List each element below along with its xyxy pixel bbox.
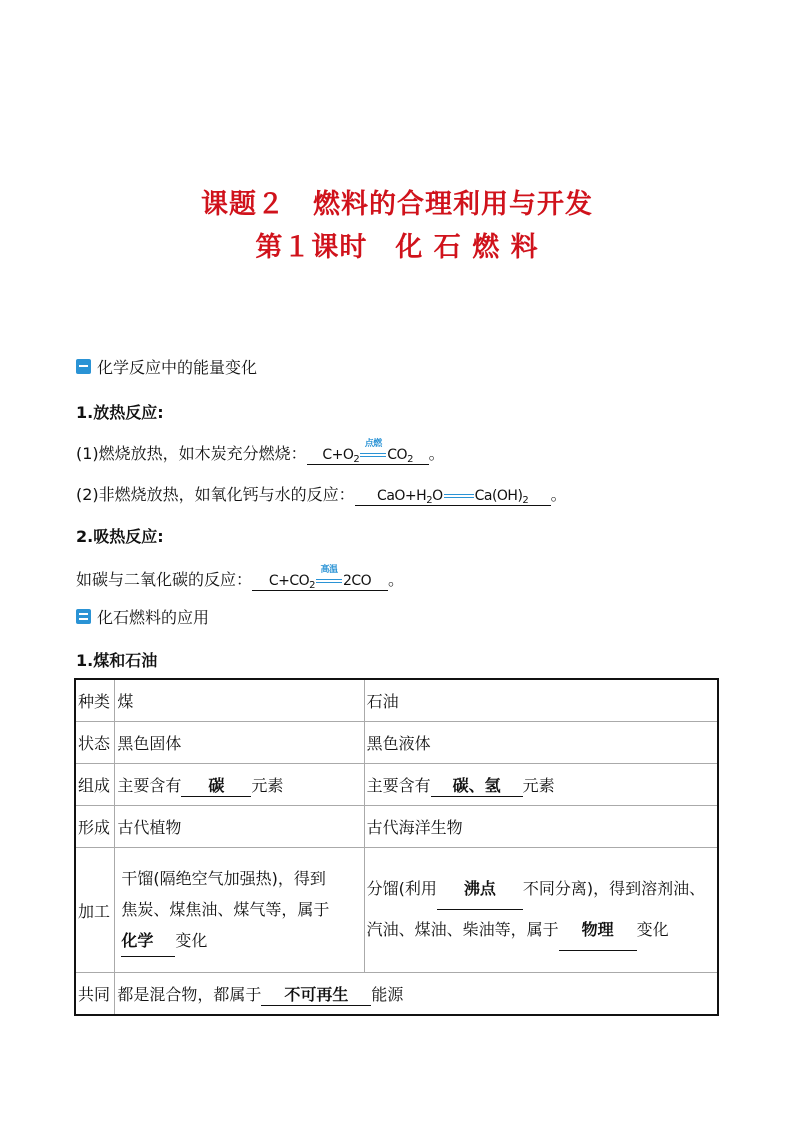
item-c-co2-text: 如碳与二氧化碳的反应： xyxy=(76,570,253,589)
section-one-title: 化学反应中的能量变化 xyxy=(97,358,258,377)
table-row xyxy=(75,722,718,764)
lesson-subtitle: 第１课时 化 石 燃 料 xyxy=(255,232,539,263)
answer-blank: 化学 xyxy=(121,925,175,957)
table-row xyxy=(75,848,718,973)
table-row xyxy=(75,764,718,806)
reaction-condition-arrow: 点燃 xyxy=(360,449,386,461)
answer-blank: 碳、氢 xyxy=(431,773,523,797)
coal-cell: 黑色固体 xyxy=(115,722,364,764)
common-cell: 都是混合物，都属于 不可再生 能源 xyxy=(115,973,718,1016)
reaction-condition-arrow: 高温 xyxy=(316,575,342,587)
row-label: 加工 xyxy=(75,848,115,973)
coal-cell: 主要含有 碳 元素 xyxy=(115,764,364,806)
row-label: 形成 xyxy=(75,806,115,848)
table-row xyxy=(75,973,718,1016)
table-row xyxy=(75,679,718,722)
oil-cell: 主要含有 碳、氢 元素 xyxy=(364,764,718,806)
row-label: 状态 xyxy=(75,722,115,764)
section-two-icon xyxy=(76,609,91,624)
oil-cell: 古代海洋生物 xyxy=(364,806,718,848)
lesson-title: 课题２ 燃料的合理利用与开发 xyxy=(201,189,593,220)
exothermic-heading: 1.放热反应: xyxy=(76,403,164,422)
coal-oil-table xyxy=(74,678,719,1016)
coal-cell: 古代植物 xyxy=(115,806,364,848)
endothermic-heading: 2.吸热反应: xyxy=(76,527,164,546)
section-one-heading xyxy=(76,355,257,378)
answer-blank: 不可再生 xyxy=(261,982,371,1006)
section-two-heading xyxy=(76,605,209,628)
coal-oil-heading: 1.煤和石油 xyxy=(76,651,158,670)
row-label: 种类 xyxy=(75,679,115,722)
table-row xyxy=(75,806,718,848)
equals-sign xyxy=(444,490,474,502)
oil-cell: 分馏(利用 沸点 不同分离)，得到溶剂油、 汽油、煤油、柴油等，属于 物理 变化 xyxy=(364,848,718,973)
answer-blank-cao-water: $CaO+H_2O$ $Ca(OH)_2$ xyxy=(355,485,551,506)
coal-cell: 干馏(隔绝空气加强热)，得到 焦炭、煤焦油、煤气等，属于 化学 变化 xyxy=(115,848,364,973)
item-cao-water-text: (2)非燃烧放热，如氧化钙与水的反应： xyxy=(76,485,355,504)
oil-cell: 黑色液体 xyxy=(364,722,718,764)
answer-blank: 沸点 xyxy=(437,869,523,910)
section-one-icon xyxy=(76,359,91,374)
answer-blank: 物理 xyxy=(559,910,637,951)
coal-cell: 煤 xyxy=(115,679,364,722)
item-c-co2: 如碳与二氧化碳的反应： $C+CO_2$ 高温 2CO 。 xyxy=(76,565,405,591)
row-label: 组成 xyxy=(75,764,115,806)
answer-blank: 碳 xyxy=(181,773,251,797)
oil-cell: 石油 xyxy=(364,679,718,722)
item-cao-water: (2)非燃烧放热，如氧化钙与水的反应： $CaO+H_2O$ $Ca(OH)_2$ 。 xyxy=(76,485,567,506)
section-two-title: 化石燃料的应用 xyxy=(97,608,210,627)
item-combustion: (1)燃烧放热，如木炭充分燃烧： $C+O_2$ 点燃 $CO_2$ 。 xyxy=(76,439,445,465)
row-label: 共同 xyxy=(75,973,115,1016)
item-combustion-text: (1)燃烧放热，如木炭充分燃烧： xyxy=(76,444,307,463)
answer-blank-combustion: $C+O_2$ 点燃 $CO_2$ xyxy=(307,444,429,465)
answer-blank-c-co2: $C+CO_2$ 高温 2CO xyxy=(252,570,388,591)
